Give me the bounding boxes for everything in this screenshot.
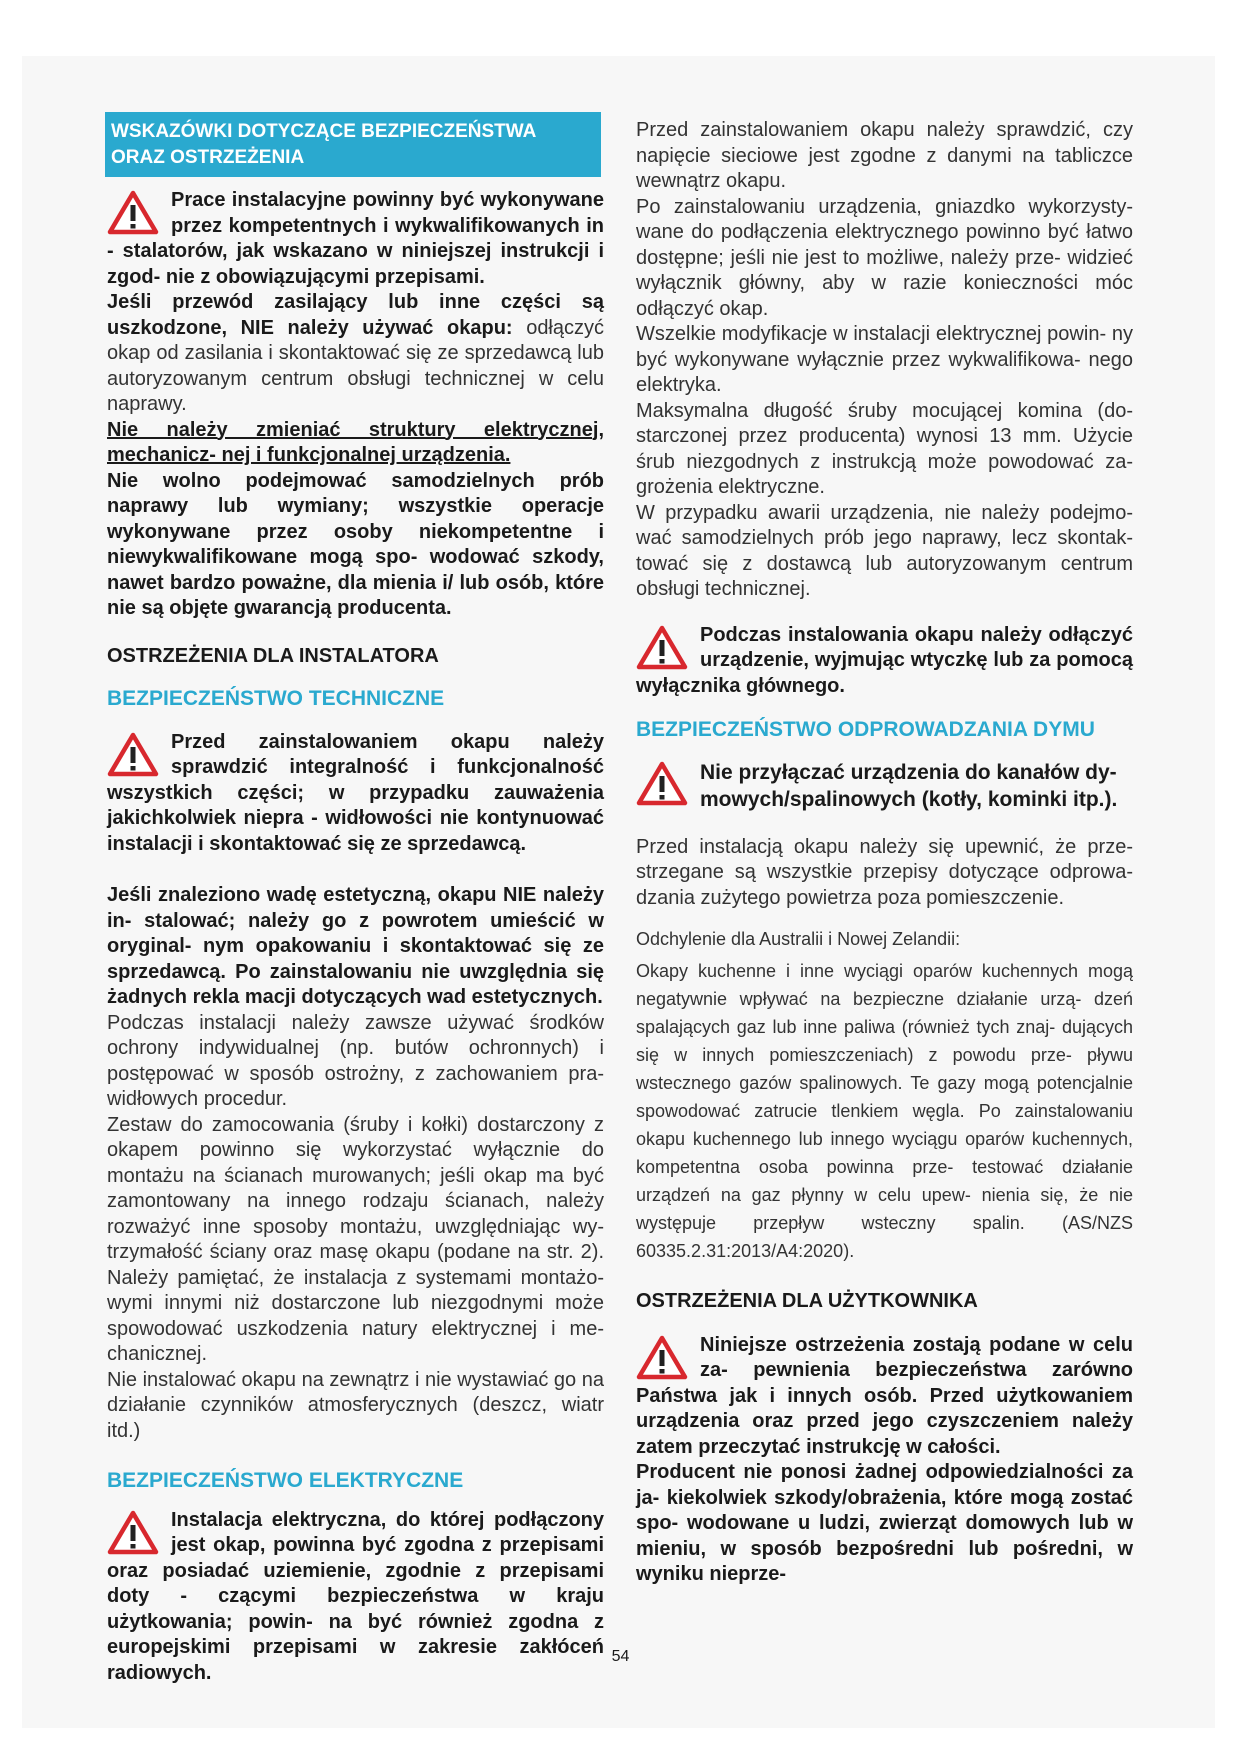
section-header: WSKAZÓWKI DOTYCZĄCE BEZPIECZEŃSTWA ORAZ OSTRZEŻENIA [105,112,601,177]
disconnect-warning: Podczas instalowania okapu należy odłączyć urządzenie, wyjmując wtyczkę lub za pomocą wyłącznika głównego. [636,623,1133,697]
aesthetic-defect-paragraph: Jeśli znaleziono wadę estetyczną, okapu NIE należy in- stalować; należy go z powrotem umieścić w oryginal- nym opakowaniu i skontaktować się ze sprzedawcą. Po zainstalowaniu nie uwzględnia się żadnych rekla macji dotyczących wad estetycznych. [107,884,604,1008]
technical-safety-title: BEZPIECZEŃSTWO TECHNICZNE [107,687,445,710]
damaged-cable-paragraph: Jeśli przewód zasilający lub inne części są uszkodzone, NIE należy używać okapu: odłączyć okap od zasilania i skontaktować się ze sprzedawcą lub autoryzowanym centrum obsługi technicznej w celu naprawy. [107,291,605,415]
smoke-safety-title: BEZPIECZEŃSTWO ODPROWADZANIA DYMU [636,718,1095,741]
voltage-paragraph: Przed zainstalowaniem okapu należy sprawdzić, czy napięcie sieciowe jest zgodne z danymi na tabliczce wewnątrz okapu. [636,119,1133,192]
no-self-repair-paragraph: Nie wolno podejmować samodzielnych prób naprawy lub wymiany; wszystkie operacje wykonywane przez osoby niekompetentne i niewykwalifikowane mogą spo- wodować szkody, nawet bardzo poważne, dla mienia i/ lub osób, które nie są objęte gwarancją producenta. [107,469,604,619]
warning-triangle-icon [636,625,688,671]
user-warning: Niniejsze ostrzeżenia zostają podane w celu za- pewnienia bezpieczeństwa zarówno Państwa jak i innych osób. Przed użytkowaniem urządzenia oraz przed jego czyszczeniem należy zatem przeczytać instrukcję w całości. [636,1333,1133,1458]
outdoor-paragraph: Nie instalować okapu na zewnątrz i nie wystawiać go na działanie czynników atmosferycznych (deszcz, wiatr itd.) [107,1368,604,1442]
exhaust-regulations-paragraph: Przed instalacją okapu należy się upewnić, że prze- strzegane są wszystkie przepisy dotyczące odprowa- dzania zużytego powietrza poza pomieszczenie. [636,835,1133,909]
anz-paragraph: Okapy kuchenne i inne wyciągi oparów kuchennych mogą negatywnie wpływać na bezpieczne działanie urzą- dzeń spalających gaz lub inne paliwa (również tych znaj- dujących się w innych pomieszczeniach) z powodu prze- pływu wstecznego gazów spalinowych. Te gazy mogą potencjalnie spowodować zatrucie tlenkiem węgla. Po zainstalowaniu okapu kuchennego lub innego wyciągu oparów kuchennych, kompetentna osoba powinna prze- testować działanie urządzeń na gaz płynny w celu upew- nienia się, że nie występuje przepływ wsteczny spalin. (AS/NZS 60335.2.31:2013/A4:2020). [636,961,1133,1261]
electrical-safety-title: BEZPIECZEŃSTWO ELEKTRYCZNE [107,1469,464,1492]
installation-warning: Prace instalacyjne powinny być wykonywane przez kompetentnych i wykwalifikowanych in - stalatorów, jak wskazano w niniejszej instrukcji i zgod- nie z obowiązującymi przepisami. [107,189,604,288]
right-column [636,118,1133,1588]
modifications-paragraph: Wszelkie modyfikacje w instalacji elektrycznej powin- ny być wykonywane wyłącznie przez wykwalifikowa- nego elektryka. [636,323,1133,396]
left-column [107,112,604,1686]
producer-liability-paragraph: Producent nie ponosi żadnej odpowiedzialności za ja- kiekolwiek szkody/obrażenia, które mogą zostać spo- wodowane u ludzi, zwierząt domowych lub w mieniu, w sposób bezpośredni lub pośredni, w wyniku nieprze- [636,1461,1133,1585]
page-number: 54 [611,1648,630,1665]
warning-triangle-icon [636,1335,688,1381]
technical-warning: Przed zainstalowaniem okapu należy sprawdzić integralność i funkcjonalność wszystkich części; w przypadku zauważenia jakichkolwiek niepra - widłowości nie kontynuować instalacji i skontaktować się ze sprzedawcą. [107,730,604,855]
warning-triangle-icon [107,1510,159,1556]
anz-title: Odchylenie dla Australii i Nowej Zelandii: [636,929,961,949]
warning-triangle-icon [107,190,159,236]
user-warnings-title: OSTRZEŻENIA DLA UŻYTKOWNIKA [636,1290,978,1312]
failure-paragraph: W przypadku awarii urządzenia, nie należy podejmo- wać samodzielnych prób jego naprawy, lecz skontak- tować się z dostawcą lub autoryzowanym centrum obsługi technicznej. [636,501,1133,600]
smoke-warning: Nie przyłączać urządzenia do kanałów dy- mowych/spalinowych (kotły, kominki itp.). [636,759,1133,813]
fixing-kit-paragraph: Zestaw do zamocowania (śruby i kołki) dostarczony z okapem powinno się wykorzystać wyłącznie do montażu na ścianach murowanych; jeśli okap ma być zamontowany na innego rodzaju ścianach, należy rozważyć inne sposoby montażu, uwzględniając wy- trzymałość ściany oraz masę okapu (podane na str. 2). Należy pamiętać, że instalacja z systemami montażo- wymi innymi niż dostarczone lub niezgodnymi może spowodować uszkodzenia natury elektrycznej i me- chanicznej. [107,1113,604,1365]
screw-length-paragraph: Maksymalna długość śruby mocującej komina (do- starczonej przez producenta) wynosi 13 mm. Użycie śrub niezgodnych z instrukcją może powodować za- grożenia elektryczne. [636,399,1133,498]
electrical-warning: Instalacja elektryczna, do której podłączony jest okap, powinna być zgodna z przepisami oraz posiadać uziemienie, zgodnie z przepisami doty - czącymi bezpieczeństwa w kraju użytkowania; powin- na być również zgodna z europejskimi przepisami w zakresie zakłóceń radiowych. [107,1508,604,1684]
ppe-paragraph: Podczas instalacji należy zawsze używać środków ochrony indywidualnej (np. butów ochronnych) i postępować w sposób ostrożny, z zachowaniem pra- widłowych procedur. [107,1011,604,1110]
socket-paragraph: Po zainstalowaniu urządzenia, gniazdko wykorzysty- wane do podłączenia elektrycznego powinno być łatwo dostępne; jeśli nie jest to możliwe, należy prze- widzieć wyłącznik główny, aby w razie konieczności móc odłączyć okap. [636,195,1133,320]
warning-triangle-icon [107,732,159,778]
installer-warnings-title: OSTRZEŻENIA DLA INSTALATORA [107,644,439,667]
warning-triangle-icon [636,761,688,807]
no-modification-paragraph: Nie należy zmieniać struktury elektrycznej, mechanicz- nej i funkcjonalnej urządzenia. [107,418,604,466]
